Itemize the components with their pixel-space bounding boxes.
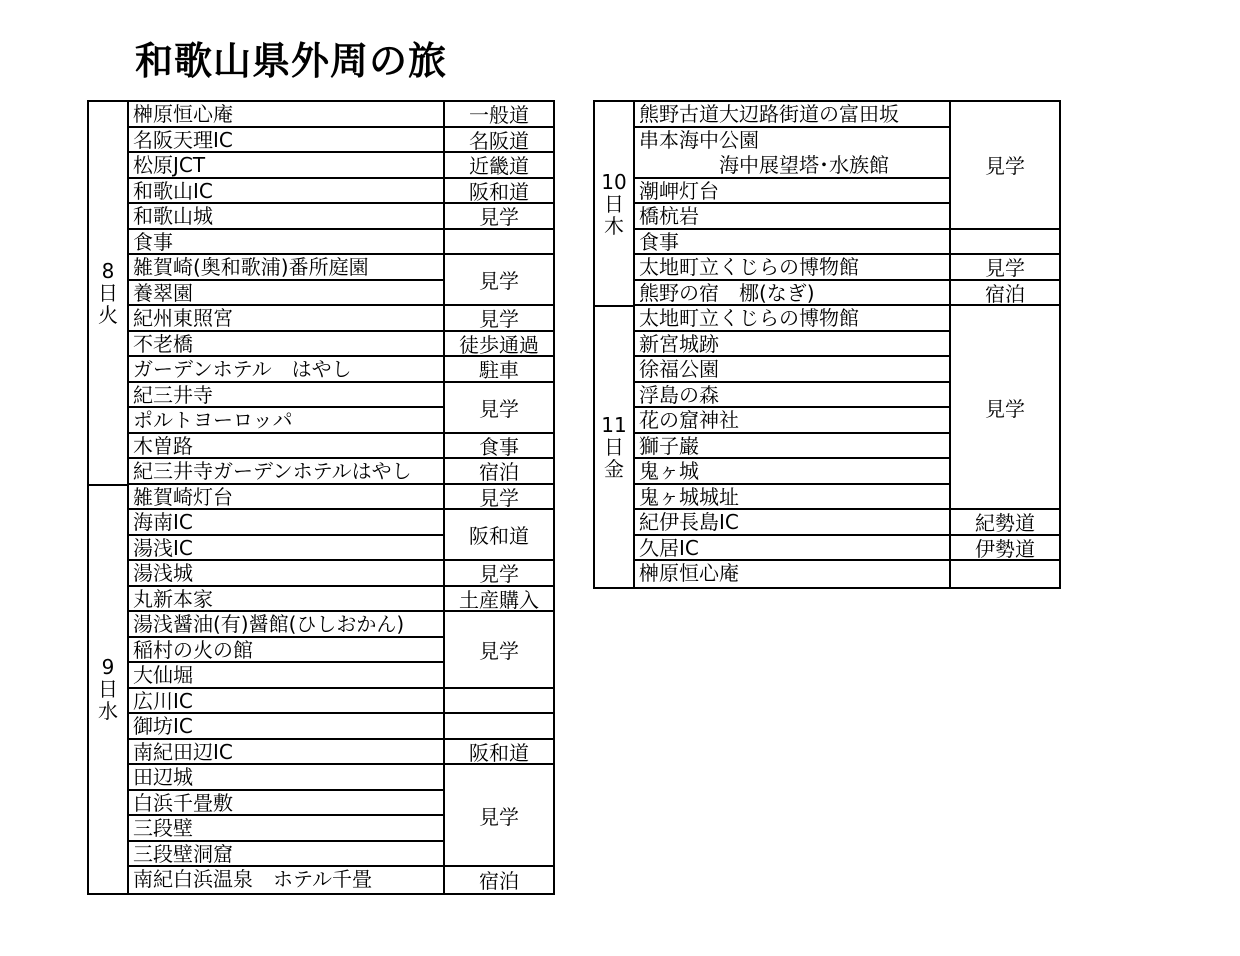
note-cell: 見学 — [443, 255, 553, 306]
day-label — [595, 102, 635, 306]
place-cell: 太地町立くじらの博物館 — [635, 306, 949, 332]
place-cell: 不老橋 — [129, 332, 443, 358]
place-cell: 食事 — [129, 230, 443, 256]
place-cell: 久居IC — [635, 536, 949, 562]
schedule-table-left — [87, 100, 555, 895]
note-cell — [443, 230, 553, 256]
place-cell: 南紀田辺IC — [129, 740, 443, 766]
place-cell: 熊野古道大辺路街道の富田坂 — [635, 102, 949, 128]
place-cell: 獅子巌 — [635, 434, 949, 460]
place-cell: 榊原恒心庵 — [129, 102, 443, 128]
note-cell: 駐車 — [443, 357, 553, 383]
place-cell: ポルトヨーロッパ — [129, 408, 443, 434]
note-cell: 見学 — [949, 255, 1059, 281]
place-cell: 紀州東照宮 — [129, 306, 443, 332]
place-cell: 榊原恒心庵 — [639, 561, 739, 585]
place-cell: 串本海中公園 — [639, 127, 759, 152]
schedule-table-right — [593, 100, 1061, 589]
note-cell — [443, 714, 553, 740]
place-cell: 食事 — [635, 230, 949, 256]
place-cell: 和歌山城 — [129, 204, 443, 230]
place-cell: 広川IC — [129, 689, 443, 715]
note-cell: 見学 — [443, 383, 553, 434]
note-cell: 紀勢道 — [949, 510, 1059, 536]
place-cell: 熊野の宿 梛(なぎ) — [635, 281, 949, 307]
place-cell: 潮岬灯台 — [635, 179, 949, 205]
place-cell: 丸新本家 — [129, 587, 443, 613]
place-cell: 雑賀崎灯台 — [129, 485, 443, 511]
place-cell: 雑賀崎(奥和歌浦)番所庭園 — [129, 255, 443, 281]
place-cell: 浮島の森 — [635, 383, 949, 409]
note-cell: 見学 — [443, 612, 553, 689]
note-cell: 宿泊 — [443, 867, 553, 893]
note-cell: 見学 — [949, 102, 1059, 230]
note-cell: 近畿道 — [443, 153, 553, 179]
day-label — [595, 305, 635, 587]
note-cell: 食事 — [443, 434, 553, 460]
note-cell: 宿泊 — [949, 281, 1059, 307]
note-cell: 阪和道 — [443, 740, 553, 766]
place-cell: 和歌山IC — [129, 179, 443, 205]
place-cell: 大仙堀 — [129, 663, 443, 689]
place-cell: 湯浅城 — [129, 561, 443, 587]
note-cell: 阪和道 — [443, 510, 553, 561]
note-cell: 徒歩通過 — [443, 332, 553, 358]
place-cell: 鬼ヶ城 — [635, 459, 949, 485]
place-cell: 橋杭岩 — [635, 204, 949, 230]
place-cell: 養翠園 — [129, 281, 443, 307]
note-cell: 一般道 — [443, 102, 553, 128]
note-cell: 見学 — [443, 306, 553, 332]
place-cell: 南紀白浜温泉 ホテル千畳 — [133, 867, 372, 891]
note-cell: 伊勢道 — [949, 536, 1059, 562]
place-cell: 三段壁洞窟 — [129, 842, 443, 868]
place-cell: 御坊IC — [129, 714, 443, 740]
place-cell: 海中展望塔･水族館 — [635, 153, 949, 179]
note-cell: 見学 — [443, 561, 553, 587]
note-cell: 見学 — [443, 765, 553, 867]
place-cell: 紀三井寺 — [129, 383, 443, 409]
place-cell: 三段壁 — [129, 816, 443, 842]
place-cell: 湯浅醤油(有)醤館(ひしおかん) — [129, 612, 443, 638]
day-label-text: 11 日 金 — [601, 412, 627, 481]
note-cell: 見学 — [443, 204, 553, 230]
place-cell: 稲村の火の館 — [129, 638, 443, 664]
note-cell: 見学 — [949, 306, 1059, 510]
place-cell: 木曽路 — [129, 434, 443, 460]
place-cell: 新宮城跡 — [635, 332, 949, 358]
note-cell: 宿泊 — [443, 459, 553, 485]
place-cell: 名阪天理IC — [129, 128, 443, 154]
place-cell: 紀三井寺ガーデンホテルはやし — [129, 459, 443, 485]
note-cell — [949, 561, 1059, 587]
place-cell: 湯浅IC — [129, 536, 443, 562]
place-cell: 田辺城 — [129, 765, 443, 791]
note-cell — [949, 230, 1059, 256]
note-cell: 見学 — [443, 485, 553, 511]
place-cell: 白浜千畳敷 — [129, 791, 443, 817]
day-label — [89, 484, 129, 893]
day-label — [89, 102, 129, 485]
place-cell: 鬼ヶ城城址 — [635, 485, 949, 511]
day-label-text: 8 日 火 — [98, 259, 118, 328]
place-cell: 花の窟神社 — [635, 408, 949, 434]
place-cell: 太地町立くじらの博物館 — [635, 255, 949, 281]
page-title: 和歌山県外周の旅 — [135, 39, 448, 83]
note-cell — [443, 689, 553, 715]
place-cell: ガーデンホテル はやし — [129, 357, 443, 383]
day-label-text: 9 日 水 — [98, 655, 118, 723]
place-cell: 海南IC — [129, 510, 443, 536]
note-cell: 土産購入 — [443, 587, 553, 613]
place-cell: 徐福公園 — [635, 357, 949, 383]
day-label-text: 10 日 木 — [601, 170, 627, 238]
place-cell: 松原JCT — [129, 153, 443, 179]
note-cell: 阪和道 — [443, 179, 553, 205]
place-cell: 紀伊長島IC — [635, 510, 949, 536]
note-cell: 名阪道 — [443, 128, 553, 154]
